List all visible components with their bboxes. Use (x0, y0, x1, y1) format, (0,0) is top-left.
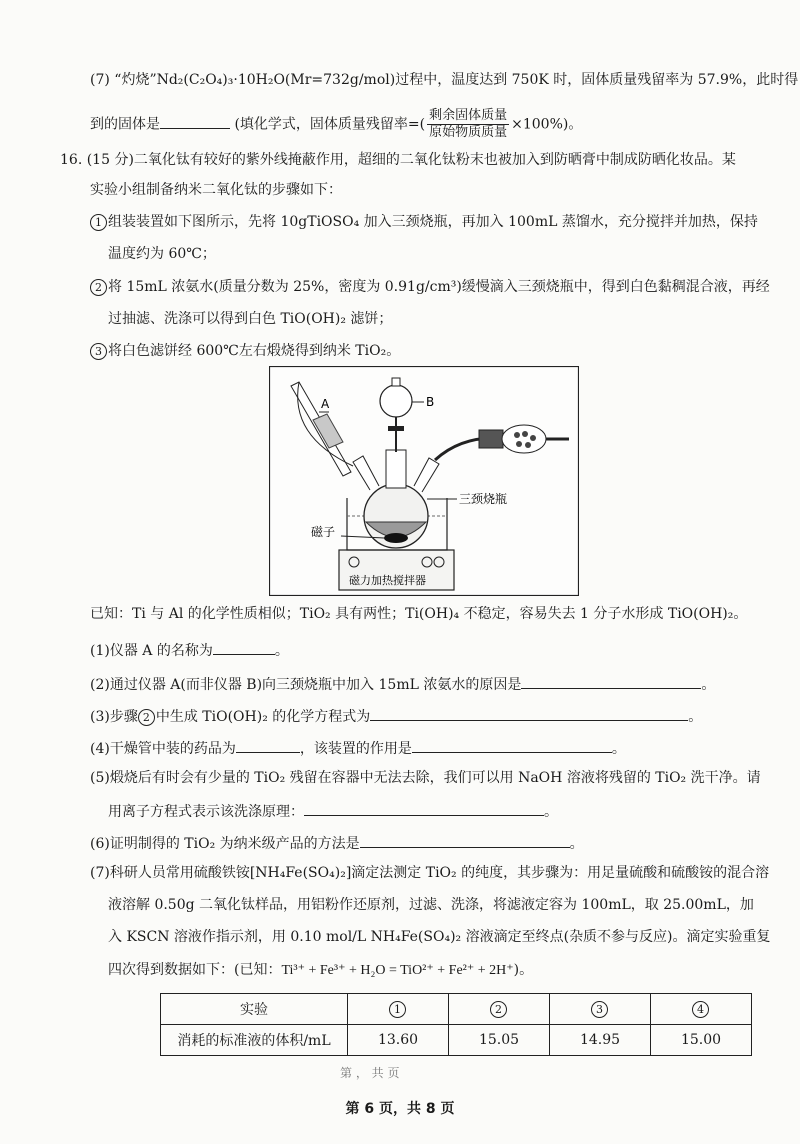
text-segment: (4)干燥管中装的药品为 (90, 741, 236, 757)
text-segment: 中生成 TiO(OH)₂ 的化学方程式为 (155, 709, 371, 725)
circled-number: 2 (138, 709, 155, 726)
table-header-cell (550, 994, 651, 1025)
table-header-cell (348, 994, 449, 1025)
answer-blank[interactable] (160, 112, 230, 129)
text-segment: 用离子方程式表示该洗涤原理： (108, 804, 304, 820)
q7-line3: 入 KSCN 溶液作指示剂，用 0.10 mol/L NH₄Fe(SO₄)₂ 溶液滴定至终点(杂质不参与反应)。滴定实验重复 (108, 929, 771, 945)
text-segment: 。 (569, 836, 584, 852)
step1-line2: 温度约为 60℃； (108, 246, 216, 262)
text-segment: (6)证明制得的 TiO₂ 为纳米级产品的方法是 (90, 836, 360, 852)
answer-blank[interactable] (412, 736, 612, 753)
q1 (90, 638, 289, 661)
q7-line2: 液溶解 0.50g 二氧化钛样品，用铝粉作还原剂，过滤、洗涤，将滤液定容为 100mL，取 25.00mL，加 (108, 897, 754, 913)
desiccant-granule (522, 431, 528, 437)
q5-line2 (108, 799, 558, 822)
apparatus-figure (269, 366, 579, 596)
text-segment: 。 (611, 741, 626, 757)
text-segment: 。 (701, 677, 716, 693)
text-segment: 组装装置如下图所示，先将 10gTiOSO₄ 加入三颈烧瓶，再加入 100mL 蒸馏水，充分搅拌并加热，保持 (108, 214, 758, 230)
step2-line1 (90, 277, 770, 297)
label-a: A (321, 397, 330, 411)
residual-rate-fraction (427, 108, 509, 141)
text-segment: 到的固体是 (90, 116, 160, 133)
circled-number: 3 (90, 343, 107, 360)
reaction-equation: Ti³⁺ + Fe³⁺ + H₂O = TiO²⁺ + Fe²⁺ + 2H⁺ (281, 963, 514, 978)
answer-blank[interactable] (360, 831, 570, 848)
table-cell: 15.00 (651, 1025, 752, 1056)
table-row (161, 994, 752, 1025)
table-cell: 14.95 (550, 1025, 651, 1056)
table-cell: 13.60 (348, 1025, 449, 1056)
desiccant-granule (525, 442, 531, 448)
table-row-label: 消耗的标准液的体积/mL (161, 1025, 348, 1056)
q5-line1: (5)煅烧后有时会有少量的 TiO₂ 残留在容器中无法去除，我们可以用 NaOH 溶液将残留的 TiO₂ 洗干净。请 (90, 770, 761, 786)
step3-line (90, 341, 400, 361)
answer-blank[interactable] (304, 799, 544, 816)
funnel-b (380, 385, 412, 417)
text-segment: (3)步骤 (90, 709, 138, 725)
q15-item7-line2 (90, 108, 582, 141)
label-magnet: 磁子 (311, 525, 336, 539)
step2-line2: 过抽滤、洗涤可以得到白色 TiO(OH)₂ 滤饼； (108, 311, 393, 327)
answer-blank[interactable] (521, 672, 701, 689)
q6 (90, 831, 584, 854)
text-segment: (2)通过仪器 A(而非仪器 B)向三颈烧瓶中加入 15mL 浓氨水的原因是 (90, 677, 522, 693)
funnel-stopcock-icon (388, 426, 404, 431)
desiccant-granule (516, 441, 522, 447)
label-b: B (426, 395, 435, 409)
answer-blank[interactable] (236, 736, 300, 753)
answer-blank[interactable] (213, 638, 275, 655)
desiccant-granule (530, 435, 536, 441)
titration-data-table (160, 993, 752, 1056)
text-segment: (1)仪器 A 的名称为 (90, 643, 213, 659)
circled-number: 1 (90, 214, 107, 231)
text-segment: 将 15mL 浓氨水(质量分数为 25%，密度为 0.91g/cm³)缓慢滴入三颈烧瓶中，得到白色黏稠混合液，再经 (108, 279, 770, 295)
answer-blank[interactable] (370, 704, 688, 721)
circled-number: 2 (490, 1001, 507, 1018)
q2 (90, 672, 715, 695)
q3 (90, 704, 702, 727)
text-segment: 。 (544, 804, 558, 820)
funnel-stopper (392, 378, 400, 386)
rubber-stopper (479, 430, 503, 448)
label-flask: 三颈烧瓶 (459, 492, 508, 506)
q15-item7-line1: (7) “灼烧”Nd₂(C₂O₄)₃·10H₂O(Mr=732g/mol)过程中，温度达到 750K 时，固体质量残留率为 57.9%，此时得 (90, 72, 799, 88)
text-segment: 将白色滤饼经 600℃左右煅烧得到纳米 TiO₂。 (108, 343, 401, 359)
known-info: 已知：Ti 与 Al 的化学性质相似；TiO₂ 具有两性；Ti(OH)₄ 不稳定，容易失去 1 分子水形成 TiO(OH)₂。 (90, 606, 748, 622)
table-row (161, 1025, 752, 1056)
text-segment: 。 (274, 643, 289, 659)
fraction-numerator: 剩余固体质量 (429, 108, 508, 123)
q16-intro-line2: 实验小组制备纳米二氧化钛的步骤如下： (90, 182, 342, 198)
circled-number: 4 (692, 1001, 709, 1018)
fraction-denominator: 原始物质质量 (429, 125, 508, 140)
page-number: 第 6 页，共 8 页 (345, 1101, 455, 1117)
text-segment: ，该装置的作用是 (299, 741, 412, 757)
label-stirrer: 磁力加热搅拌器 (349, 574, 426, 587)
text-segment: )。 (513, 962, 534, 978)
q7-line4 (108, 960, 533, 981)
step1-line1 (90, 212, 758, 232)
circled-number: 2 (90, 279, 107, 296)
text-segment: ×100%)。 (511, 116, 583, 133)
circled-number: 1 (389, 1001, 406, 1018)
desiccant-granule (514, 432, 520, 438)
table-header-cell (651, 994, 752, 1025)
text-segment: 。 (688, 709, 703, 725)
magnet-stir-bar (384, 533, 408, 543)
cut-off-footer-text: 第 ， 共 页 (340, 1066, 400, 1080)
circled-number: 3 (591, 1001, 608, 1018)
q7-line1: (7)科研人员常用硫酸铁铵[NH₄Fe(SO₄)₂]滴定法测定 TiO₂ 的纯度，其步骤为：用足量硫酸和硫酸铵的混合溶 (90, 865, 770, 881)
q4 (90, 736, 626, 759)
text-segment: 四次得到数据如下：(已知： (108, 962, 282, 978)
table-header-label: 实验 (161, 994, 348, 1025)
table-cell: 15.05 (449, 1025, 550, 1056)
center-neck (386, 450, 406, 488)
text-segment: (填化学式，固体质量残留率=( (234, 116, 426, 133)
q16-intro-line1: 16. (15 分)二氧化钛有较好的紫外线掩蔽作用，超细的二氧化钛粉末也被加入到防晒膏中制成防晒化妆品。某 (60, 152, 736, 168)
table-header-cell (449, 994, 550, 1025)
drying-tube (502, 425, 546, 453)
